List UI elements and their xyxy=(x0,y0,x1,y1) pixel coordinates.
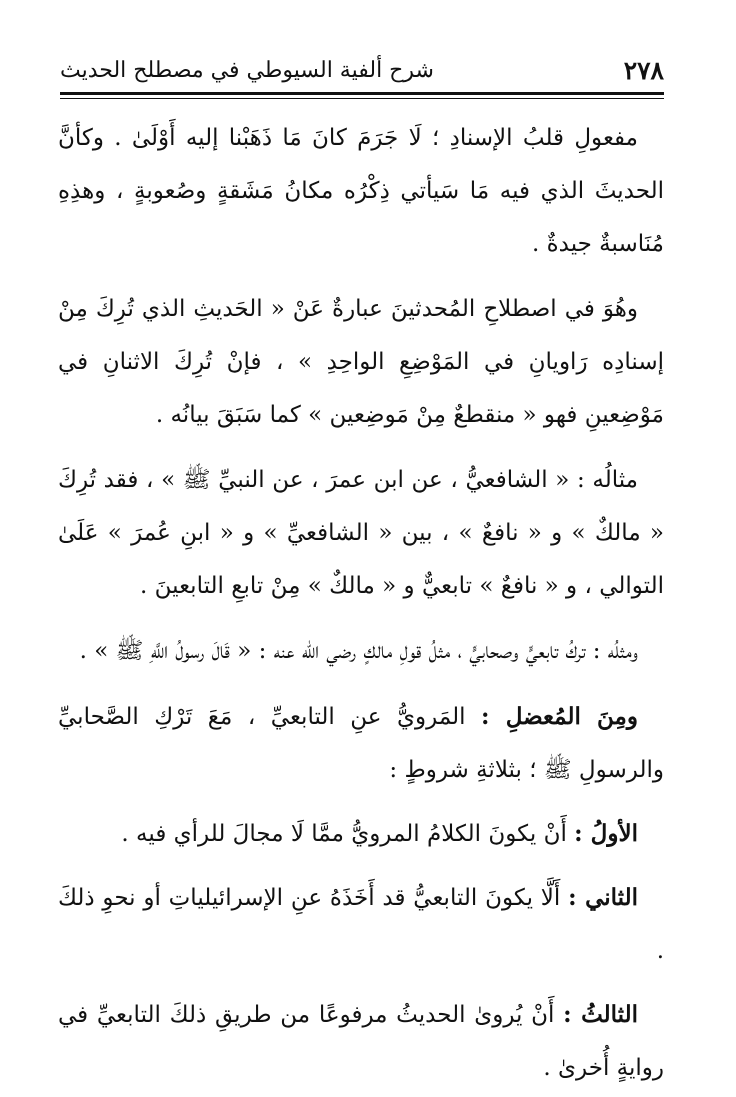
paragraph-text: وهُوَ في اصطلاحِ المُحدثينَ عبارةٌ عَنْ « الحَديثِ الذي تُرِكَ مِنْ إسنادِه رَاويانِ في المَوْضِعِ الواحِدِ » ، فإنْ تُرِكَ الاثنانِ في مَوْضِعينِ فهو « منقطعٌ مِنْ مَوضِعين » كما سَبَقَ بيانُه . xyxy=(58,296,664,428)
paragraph-lead: الثالثُ : xyxy=(563,1001,639,1028)
paragraph-3 xyxy=(58,454,664,613)
condition-first xyxy=(58,807,664,861)
paragraph-text: أَنْ يكونَ الكلامُ المرويُّ ممَّا لَا مجالَ للرأي فيه . xyxy=(121,821,567,847)
paragraph-lead: ومِنَ المُعضلِ : xyxy=(481,703,638,730)
condition-third xyxy=(58,988,664,1095)
running-title: شرح ألفية السيوطي في مصطلح الحديث xyxy=(60,58,434,83)
paragraph-5 xyxy=(58,690,664,797)
header-rule-thick xyxy=(60,92,664,95)
paragraph-lead: الثاني : xyxy=(568,884,639,911)
body-text xyxy=(58,112,664,1095)
paragraph-lead: الأولُ : xyxy=(574,820,638,847)
page-number: ٢٧٨ xyxy=(623,56,664,85)
paragraph-text: مثالُه : « الشافعيُّ ، عن ابن عمرَ ، عن النبيِّ ﷺ » ، فقد تُرِكَ « مالكٌ » و « نافعٌ » ، بين « الشافعيِّ » و « ابنِ عُمرَ » عَلَىٰ التوالي ، و « نافعٌ » تابعيٌّ و « مالكٌ » مِنْ تابعِ التابعينَ . xyxy=(58,467,664,599)
paragraph-1 xyxy=(58,112,664,271)
header-rule-thin xyxy=(60,98,664,99)
paragraph-2 xyxy=(58,283,664,442)
paragraph-4 xyxy=(58,625,664,678)
paragraph-text: أَلَّا يكونَ التابعيُّ قد أَخَذَهُ عنِ الإسرائيلياتِ أو نحوِ ذلكَ . xyxy=(58,885,664,964)
page-header xyxy=(60,52,664,92)
paragraph-text: ومثلُه : تركُ تابعيٍّ وصحابيٍّ ، مثلُ قولِ مالكٍ رضي الله عنه : « قَالَ رسولُ اللَّهِ ﷺ » . xyxy=(79,638,638,664)
condition-second xyxy=(58,871,664,978)
paragraph-text: أَنْ يُروىٰ الحديثُ مرفوعًا من طريقِ ذلكَ التابعيِّ في روايةٍ أُخرىٰ . xyxy=(58,1002,664,1081)
paragraph-text: مفعولِ قلبُ الإسنادِ ؛ لَا جَرَمَ كانَ مَا ذَهَبْنا إليه أَوْلَىٰ . وكأنَّ الحديثَ الذي فيه مَا سَيأتي ذِكْرُه مكانُ مَشَقةٍ وصُعوبةٍ ، وهذِهِ مُنَاسبةٌ جيدةٌ . xyxy=(58,125,664,257)
paragraph-text: المَرويُّ عنِ التابعيِّ ، مَعَ تَرْكِ الصَّحابيِّ والرسولِ ﷺ ؛ بثلاثةِ شروطٍ : xyxy=(58,704,664,783)
